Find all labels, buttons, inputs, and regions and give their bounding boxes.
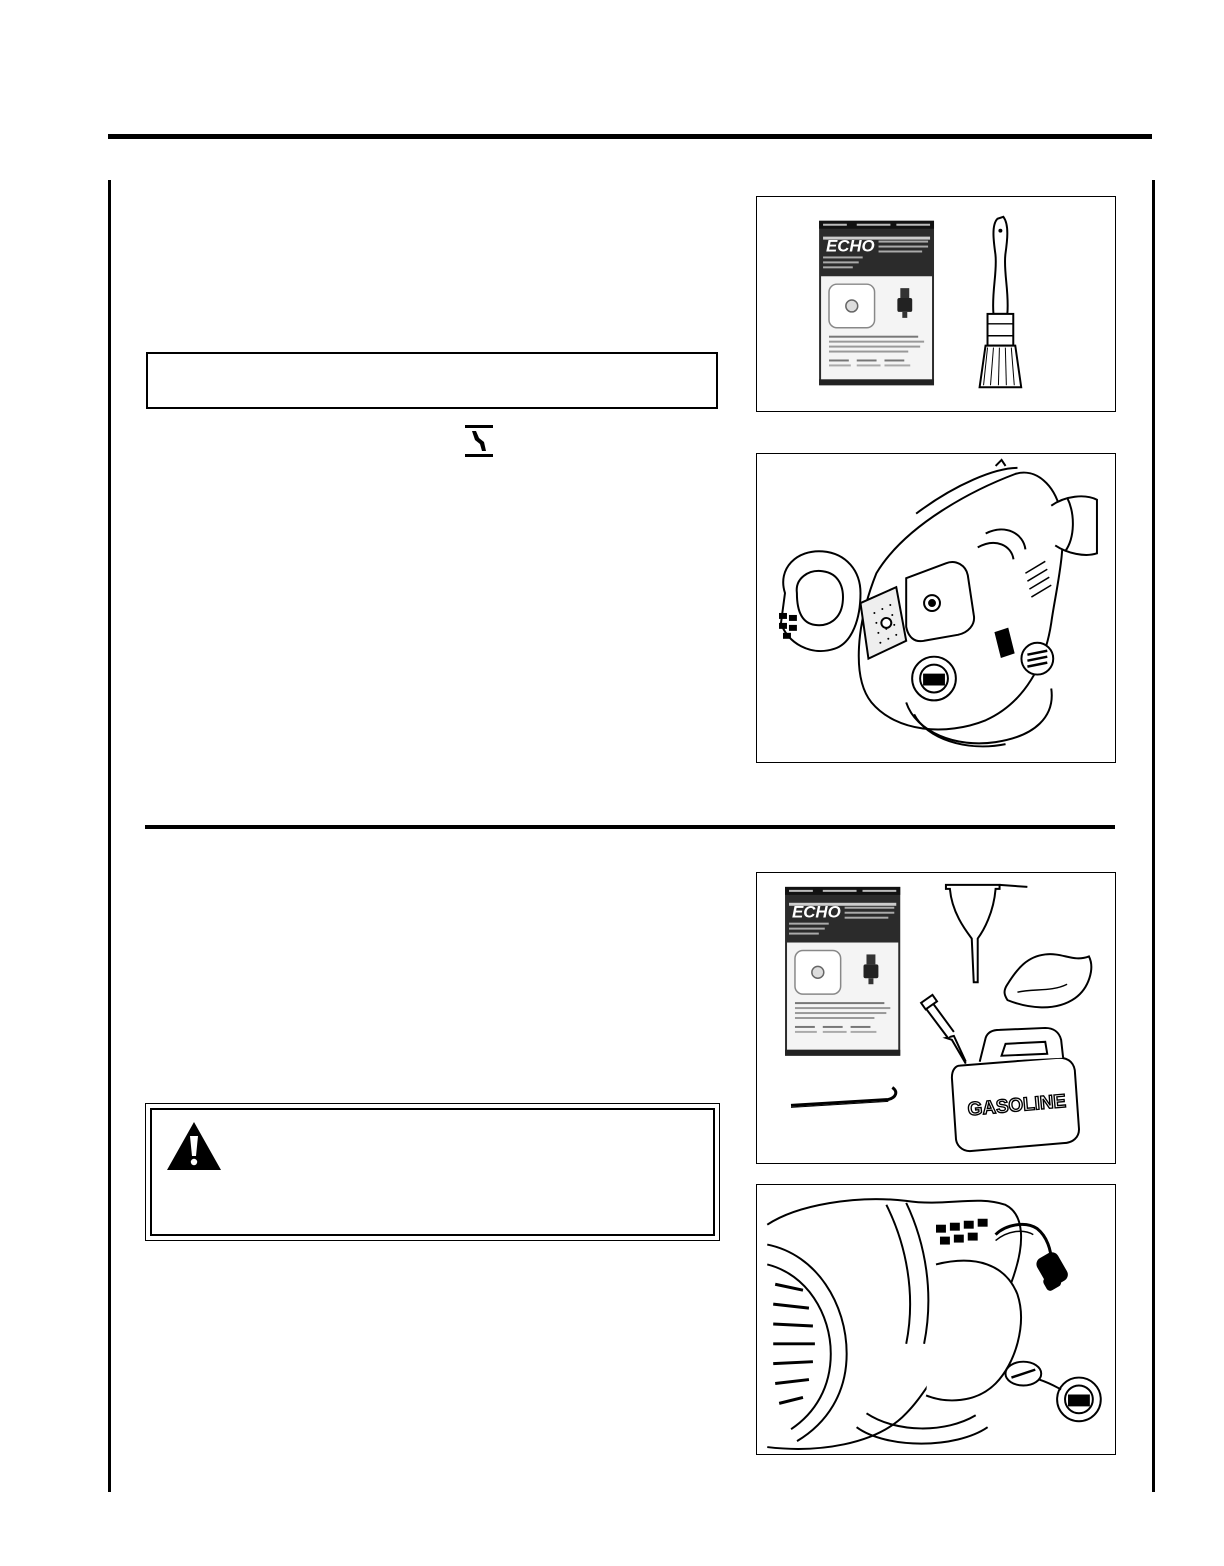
figure-fuel-filter-kit bbox=[756, 872, 1116, 1164]
package-brand-1: ECHO bbox=[826, 236, 875, 256]
warning-triangle-icon bbox=[165, 1120, 223, 1172]
gasoline-can-label: GASOLINE bbox=[966, 1089, 1067, 1120]
choke-lever-icon bbox=[463, 424, 495, 458]
section-divider bbox=[145, 825, 1115, 829]
top-rule bbox=[108, 134, 1152, 139]
package-brand-2: ECHO bbox=[791, 902, 841, 922]
right-margin-line bbox=[1152, 180, 1155, 1492]
left-margin-line bbox=[108, 180, 111, 1492]
figure-air-filter-kit bbox=[756, 196, 1116, 412]
note-box bbox=[146, 352, 718, 409]
figure-fuel-filter-removal bbox=[756, 1184, 1116, 1455]
figure-air-filter-removal bbox=[756, 453, 1116, 763]
warning-box-inner bbox=[150, 1108, 715, 1236]
